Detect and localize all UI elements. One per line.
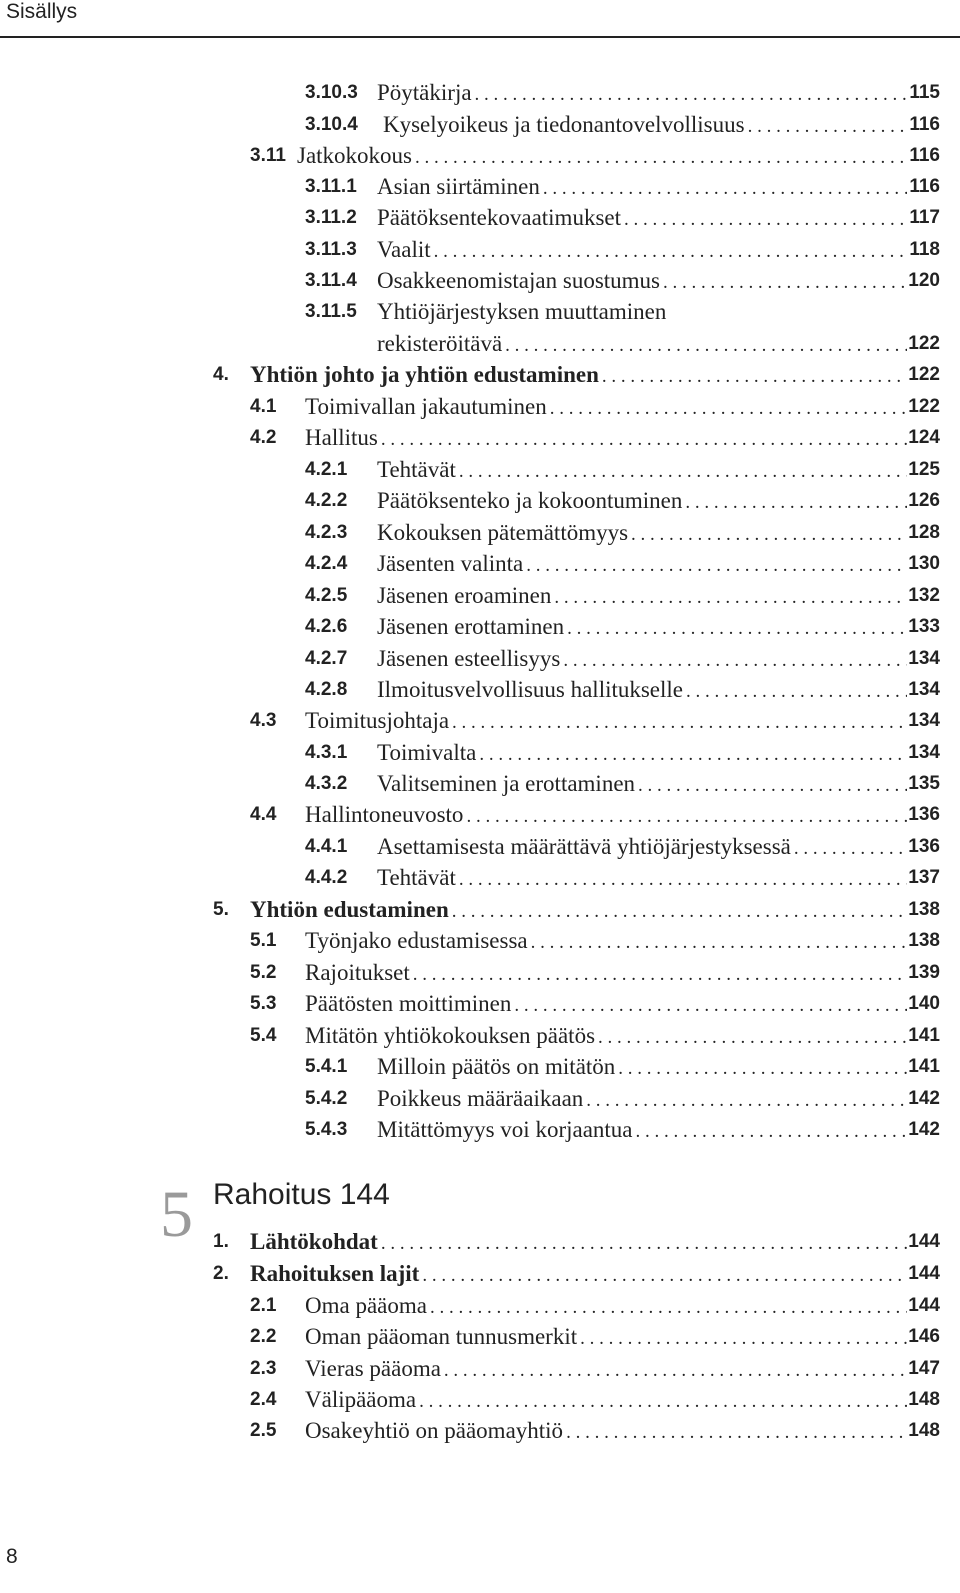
toc-entry <box>0 706 960 736</box>
dot-leader <box>381 1229 907 1259</box>
toc-entry-title: Työnjako edustamisessa <box>305 928 528 953</box>
toc-entry-number: 5.4.1 <box>305 1056 348 1077</box>
toc-entry-number: 3.10.3 <box>305 82 358 103</box>
toc-entry-page: 144 <box>908 1295 940 1316</box>
chapter-title: Rahoitus 144 <box>213 1178 390 1211</box>
toc-entry-page: 117 <box>909 207 940 228</box>
toc-entry-title: Ilmoitusvelvollisuus hallitukselle <box>377 677 684 702</box>
dot-leader <box>602 362 907 392</box>
toc-entry <box>0 297 960 327</box>
toc-entry <box>0 518 960 548</box>
toc-entry-number: 4.2.3 <box>305 522 348 543</box>
toc-entry-title: Oman pääoman tunnusmerkit <box>305 1324 578 1349</box>
toc-entry <box>0 581 960 611</box>
toc-entry-number: 3.11.2 <box>305 207 357 228</box>
toc-entry-page: 141 <box>908 1056 940 1077</box>
toc-entry <box>0 958 960 988</box>
dot-leader <box>514 991 907 1021</box>
dot-leader <box>459 457 907 487</box>
toc-entry-title: Välipääoma <box>305 1387 417 1412</box>
toc-entry-number: 3.11.1 <box>305 176 357 197</box>
toc-entry-title: Yhtiöjärjestyksen muuttaminen <box>377 299 667 324</box>
dot-leader <box>479 740 907 770</box>
toc-entry-number: 2. <box>213 1263 229 1284</box>
toc-entry-page: 135 <box>908 773 940 794</box>
toc-entry <box>0 1291 960 1321</box>
toc-entry-title: Kyselyoikeus ja tiedonantovelvollisuus <box>383 112 745 137</box>
toc-entry-number: 5.4.2 <box>305 1088 348 1109</box>
dot-leader <box>415 143 907 173</box>
toc-entry-page: 134 <box>908 710 940 731</box>
dot-leader <box>794 834 907 864</box>
toc-entry-title: Rajoitukset <box>305 960 410 985</box>
toc-entry <box>0 486 960 516</box>
toc-entry-number: 4.2.4 <box>305 553 348 574</box>
toc-entry-title: Mitätön yhtiökokouksen päätös <box>305 1023 596 1048</box>
toc-entry-title: Toimitusjohtaja <box>305 708 450 733</box>
toc-entry-title: Tehtävät <box>377 457 456 482</box>
toc-entry-title: Lähtökohdat <box>250 1229 378 1254</box>
toc-entry-page: 142 <box>908 1088 940 1109</box>
toc-entry <box>0 738 960 768</box>
toc-entry-title: Tehtävät <box>377 865 456 890</box>
toc-entry-number: 4.4 <box>250 804 277 825</box>
dot-leader <box>434 237 907 267</box>
toc-entry-page: 141 <box>908 1025 940 1046</box>
toc-entry-page: 118 <box>909 239 940 260</box>
toc-entry-title: Jäsenen eroaminen <box>377 583 552 608</box>
toc-entry-number: 4.4.2 <box>305 867 348 888</box>
dot-leader <box>419 1387 907 1417</box>
dot-leader <box>586 1086 907 1116</box>
dot-leader <box>563 646 907 676</box>
dot-leader <box>543 174 907 204</box>
toc-entry-page: 136 <box>908 804 940 825</box>
toc-entry-number: 3.11.3 <box>305 239 357 260</box>
toc-entry-page: 122 <box>908 364 940 385</box>
toc-entry-number: 4.2.1 <box>305 459 348 480</box>
dot-leader <box>636 1117 907 1147</box>
toc-entry-number: 1. <box>213 1231 229 1252</box>
toc-entry-page: 126 <box>908 490 940 511</box>
toc-entry <box>0 612 960 642</box>
toc-entry-number: 2.2 <box>250 1326 277 1347</box>
dot-leader <box>748 112 907 142</box>
toc-entry-number: 4.3 <box>250 710 277 731</box>
dot-leader <box>430 1293 907 1323</box>
toc-entry-page: 122 <box>908 396 940 417</box>
dot-leader <box>686 677 907 707</box>
toc-entry <box>0 455 960 485</box>
toc-entry-number: 2.4 <box>250 1389 277 1410</box>
dot-leader <box>618 1054 907 1084</box>
dot-leader <box>422 1261 907 1291</box>
dot-leader <box>638 771 907 801</box>
toc-entry-number: 2.1 <box>250 1295 277 1316</box>
toc-entry-page: 133 <box>908 616 940 637</box>
toc-entry-page: 130 <box>908 553 940 574</box>
toc-entry-page: 147 <box>908 1358 940 1379</box>
toc-entry-page: 139 <box>908 962 940 983</box>
toc-entry <box>0 644 960 674</box>
toc-entry-number: 5.1 <box>250 930 277 951</box>
toc-entry <box>0 1052 960 1082</box>
toc-entry-page: 148 <box>908 1420 940 1441</box>
toc-entry-title: Rahoituksen lajit <box>250 1261 420 1286</box>
toc-entry-number: 5.3 <box>250 993 277 1014</box>
toc-entry-page: 116 <box>909 145 940 166</box>
toc-entry <box>0 203 960 233</box>
toc-entry-page: 124 <box>908 427 940 448</box>
toc-entry <box>0 1385 960 1415</box>
toc-entry-number: 2.3 <box>250 1358 277 1379</box>
toc-entry <box>0 110 960 140</box>
toc-entry <box>0 423 960 453</box>
toc-entry-number: 5. <box>213 899 229 920</box>
header-rule <box>0 36 960 38</box>
toc-entry-page: 134 <box>908 679 940 700</box>
toc-entry <box>0 1227 960 1257</box>
toc-entry <box>0 926 960 956</box>
toc-entry <box>0 863 960 893</box>
toc-entry-page: 134 <box>908 648 940 669</box>
toc-entry-page: 138 <box>908 930 940 951</box>
dot-leader <box>663 268 907 298</box>
dot-leader <box>444 1356 907 1386</box>
toc-entry-title: Valitseminen ja erottaminen <box>377 771 636 796</box>
toc-entry-page: 132 <box>908 585 940 606</box>
dot-leader <box>598 1023 907 1053</box>
toc-entry <box>0 1354 960 1384</box>
toc-entry-title: Vaalit <box>377 237 431 262</box>
toc-entry-title: Asettamisesta määrättävä yhtiöjärjestyksessä <box>377 834 791 859</box>
toc-entry-title: Milloin päätös on mitätön <box>377 1054 616 1079</box>
toc-entry-title: Jatkokokous <box>297 143 412 168</box>
dot-leader <box>526 551 907 581</box>
dot-leader <box>531 928 907 958</box>
toc-entry <box>0 549 960 579</box>
toc-entry <box>0 675 960 705</box>
dot-leader <box>505 331 907 361</box>
toc-entry-title: Yhtiön edustaminen <box>250 897 449 922</box>
page-number: 8 <box>6 1545 18 1568</box>
toc-entry-title: Päätösten moittiminen <box>305 991 512 1016</box>
chapter-number: 5 <box>160 1178 193 1251</box>
toc-entry <box>0 1115 960 1145</box>
toc-entry-page: 137 <box>908 867 940 888</box>
dot-leader <box>624 205 907 235</box>
toc-entry-page: 138 <box>908 899 940 920</box>
toc-entry <box>0 1084 960 1114</box>
toc-entry-title: Poikkeus määräaikaan <box>377 1086 584 1111</box>
toc-entry-page: 146 <box>908 1326 940 1347</box>
dot-leader <box>554 583 907 613</box>
toc-entry-title: Pöytäkirja <box>377 80 472 105</box>
toc-entry <box>0 172 960 202</box>
toc-entry-number: 4.2 <box>250 427 277 448</box>
toc-entry-page: 140 <box>908 993 940 1014</box>
toc-entry <box>0 266 960 296</box>
toc-entry-number: 4. <box>213 364 229 385</box>
dot-leader <box>580 1324 907 1354</box>
toc-entry-number: 5.2 <box>250 962 277 983</box>
toc-entry <box>0 895 960 925</box>
toc-entry-title: Päätöksenteko ja kokoontuminen <box>377 488 683 513</box>
toc-entry <box>0 141 960 171</box>
toc-entry-title: Vieras pääoma <box>305 1356 441 1381</box>
dot-leader <box>452 897 907 927</box>
dot-leader <box>381 425 907 455</box>
toc-entry-number: 5.4 <box>250 1025 277 1046</box>
page-header <box>0 0 960 36</box>
toc-entry-number: 3.11.4 <box>305 270 357 291</box>
toc-entry-number: 5.4.3 <box>305 1119 348 1140</box>
toc-entry-title: Päätöksentekovaatimukset <box>377 205 621 230</box>
dot-leader <box>413 960 907 990</box>
toc-entry-page: 142 <box>908 1119 940 1140</box>
dot-leader <box>466 802 907 832</box>
toc-entry <box>0 1416 960 1446</box>
toc-entry <box>0 800 960 830</box>
toc-entry <box>0 769 960 799</box>
toc-entry-page: 144 <box>908 1263 940 1284</box>
toc-entry-page: 136 <box>908 836 940 857</box>
dot-leader <box>631 520 907 550</box>
toc-entry-page: 125 <box>908 459 940 480</box>
dot-leader <box>475 80 907 110</box>
toc-entry <box>0 1259 960 1289</box>
toc-entry-number: 4.2.2 <box>305 490 348 511</box>
toc-entry <box>0 1322 960 1352</box>
header-title: Sisällys <box>6 0 78 23</box>
toc-entry-page: 144 <box>908 1231 940 1252</box>
toc-entry-page: 116 <box>909 176 940 197</box>
toc-entry-title: Jäsenten valinta <box>377 551 524 576</box>
toc-entry <box>0 329 960 359</box>
toc-entry-number: 4.4.1 <box>305 836 348 857</box>
toc-entry <box>0 989 960 1019</box>
toc-entry-number: 4.3.1 <box>305 742 348 763</box>
toc-entry <box>0 235 960 265</box>
toc-entry-page: 115 <box>909 82 940 103</box>
dot-leader <box>459 865 907 895</box>
toc-entry-number: 4.2.6 <box>305 616 348 637</box>
toc-entry-title: Hallitus <box>305 425 378 450</box>
toc-entry-title: Hallintoneuvosto <box>305 802 464 827</box>
toc-entry-title: Osakkeenomistajan suostumus <box>377 268 660 293</box>
toc-entry-page: 120 <box>908 270 940 291</box>
toc-entry-title: Jäsenen esteellisyys <box>377 646 561 671</box>
toc-entry-page: 128 <box>908 522 940 543</box>
toc-entry-title: Toimivallan jakautuminen <box>305 394 547 419</box>
dot-leader <box>567 614 907 644</box>
dot-leader <box>685 488 907 518</box>
toc-entry-number: 4.2.7 <box>305 648 348 669</box>
toc-entry-number: 4.1 <box>250 396 277 417</box>
toc-entry-title: Oma pääoma <box>305 1293 427 1318</box>
toc-entry-number: 4.2.8 <box>305 679 348 700</box>
toc-entry <box>0 360 960 390</box>
toc-entry-number: 3.11 <box>250 145 286 166</box>
toc-entry-title: rekisteröitävä <box>377 331 503 356</box>
toc-entry-number: 3.11.5 <box>305 301 357 322</box>
toc-entry-title: Asian siirtäminen <box>377 174 540 199</box>
dot-leader <box>550 394 907 424</box>
toc-entry-page: 116 <box>909 114 940 135</box>
toc-entry-title: Mitättömyys voi korjaantua <box>377 1117 633 1142</box>
toc-entry-page: 148 <box>908 1389 940 1410</box>
toc-entry <box>0 832 960 862</box>
toc-entry-page: 134 <box>908 742 940 763</box>
toc-entry-number: 2.5 <box>250 1420 277 1441</box>
toc-entry-title: Yhtiön johto ja yhtiön edustaminen <box>250 362 599 387</box>
toc-entry-number: 3.10.4 <box>305 114 358 135</box>
toc-entry <box>0 1021 960 1051</box>
toc-entry-page: 122 <box>908 333 940 354</box>
dot-leader <box>452 708 907 738</box>
toc-entry-title: Kokouksen pätemättömyys <box>377 520 629 545</box>
dot-leader <box>566 1418 907 1448</box>
toc-entry <box>0 392 960 422</box>
toc-entry <box>0 78 960 108</box>
toc-entry-title: Toimivalta <box>377 740 477 765</box>
toc-entry-title: Osakeyhtiö on pääomayhtiö <box>305 1418 564 1443</box>
toc-entry-number: 4.3.2 <box>305 773 348 794</box>
toc-entry-title: Jäsenen erottaminen <box>377 614 565 639</box>
toc-entry-number: 4.2.5 <box>305 585 348 606</box>
